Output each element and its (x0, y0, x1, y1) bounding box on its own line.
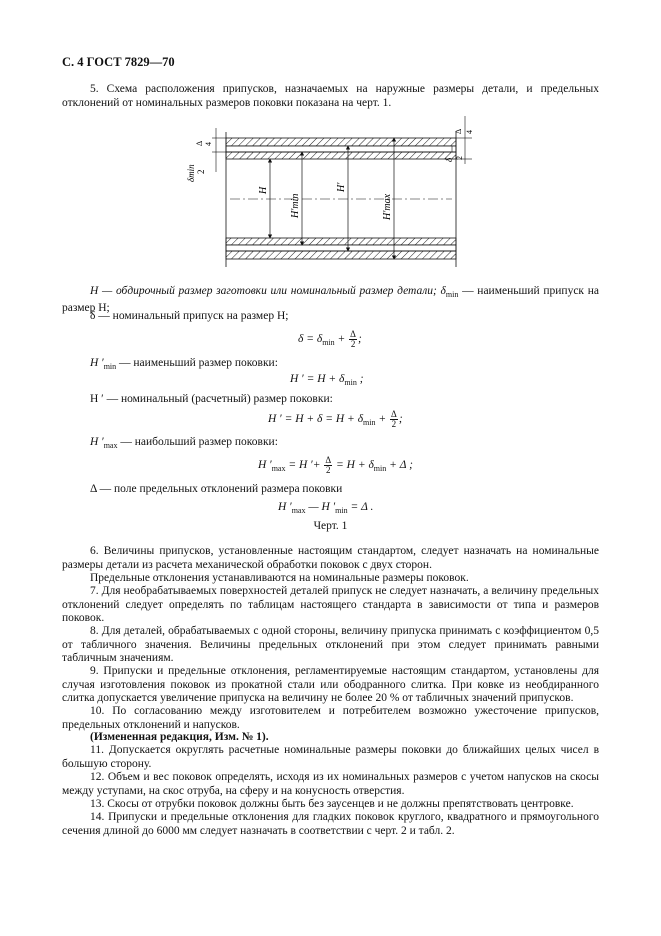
label-d-right: δ (444, 157, 454, 162)
label-Hpmax: H′max (382, 193, 393, 220)
label-two-right: 2 (455, 156, 464, 160)
top-tolerance-band-2 (226, 152, 456, 159)
formula-tolerance: H $'_{max}$ — H $'_{min} = \Delta$ . (278, 501, 374, 515)
formula-Hmax: H $'_{max} = H$ ′+ $\frac{\Delta}{2}$ = $H + \delta_{min} + \Delta$ ; (258, 455, 414, 475)
paragraph-10: 10. По согласованию между изготовителем и потребителем возможно ужесточение припусков, предельных отклонений и напусков. (62, 705, 599, 731)
paragraph-12: 12. Объем и вес поковок определять, исходя из их номинальных размеров с учетом напусков на скосы между уступами, на скос отруба, на сферу и на конусность отверстия. (62, 771, 599, 797)
label-four-left: 4 (204, 142, 213, 146)
label-delta-right: Δ (454, 128, 463, 134)
paragraph-7: 7. Для необрабатываемых поверхностей деталей припуск не следует назначать, а величину предельных отклонений следует определять по таблицам настоящего стандарта в зависимости от типа и размеров поковок. (62, 585, 599, 624)
formula-delta: $\delta = \delta_{min}$ + $\frac{\Delta}{2}$ ; (298, 329, 362, 349)
def-Hnom: H ′ — номинальный (расчетный) размер поковки: (90, 393, 333, 405)
bottom-allowance-band (226, 251, 456, 259)
paragraph-8: 8. Для деталей, обрабатываемых с одной стороны, величину припуска принимать с коэффициентом 0,5 от табличного значения. Величины предельных отклонений при этом следует принимать равными табличным значениям. (62, 625, 599, 664)
top-tolerance-band (226, 146, 456, 152)
bottom-tolerance-band-2 (226, 238, 456, 245)
label-Hp: H′ (336, 182, 347, 192)
paragraph-14: 14. Припуски и предельные отклонения для гладких поковок круглого, квадратного и прямоугольного сечения длиной до 6000 мм следует назначать в соответствии с черт. 2 и табл. 2. (62, 811, 599, 837)
def-Hmin: H $'_{min}$ — наименьший размер поковки: (90, 357, 278, 371)
label-dmin: δmin (186, 164, 196, 182)
intro-paragraph: 5. Схема расположения припусков, назначаемых на наружные размеры детали, и предельных отклонений от номинальных размеров поковки показана на черт. 1. (62, 83, 599, 109)
def-delta: δ — номинальный припуск на размер H; (90, 310, 289, 322)
paragraph-10-revision: (Измененная редакция, Изм. № 1). (90, 731, 269, 743)
paragraph-9: 9. Припуски и предельные отклонения, регламентируемые настоящим стандартом, установлены для случая изготовления поковок из прокатной стали или ободранного слитка. При ковке из необдиранного слитка допускается увеличение припуска на величину не более 20 % от табличных значений припусков. (62, 665, 599, 704)
figure-caption: Черт. 1 (313, 520, 348, 532)
bottom-tolerance-band (226, 245, 456, 251)
top-allowance-band (226, 138, 456, 146)
label-delta-left: Δ (195, 140, 204, 146)
label-four-right: 4 (465, 130, 474, 134)
def-Hmax: H $'_{max}$ — наибольший размер поковки: (90, 436, 278, 450)
paragraph-6b: Предельные отклонения устанавливаются на номинальные размеры поковок. (90, 572, 469, 584)
def-H: H — обдирочный размер заготовки или номинальный размер детали; $\delta_{min}$ — наименьший припуск на размер H; (62, 285, 599, 314)
formula-Hmin: H ′ = $H + \delta_{min}$ ; (290, 373, 364, 387)
paragraph-13: 13. Скосы от отрубки поковок должны быть без заусенцев и не должны препятствовать центровке. (90, 798, 574, 810)
page-header: С. 4 ГОСТ 7829—70 (62, 55, 175, 69)
allowance-diagram (180, 112, 480, 272)
paragraph-11: 11. Допускается округлять расчетные номинальные размеры поковки до ближайших целых чисел в большую сторону. (62, 744, 599, 770)
paragraph-6: 6. Величины припусков, установленные настоящим стандартом, следует назначать на номинальные размеры детали из расчета механической обработки поковок с двух сторон. (62, 545, 599, 571)
label-two-left: 2 (196, 169, 206, 174)
label-Hpmin: H′min (290, 193, 301, 218)
def-tolerance: Δ — поле предельных отклонений размера поковки (90, 483, 343, 495)
label-H: H (258, 186, 269, 194)
formula-Hnom: H ′ = $H + \delta = H + \delta_{min}$ + $\frac{\Delta}{2}$ ; (268, 409, 403, 429)
